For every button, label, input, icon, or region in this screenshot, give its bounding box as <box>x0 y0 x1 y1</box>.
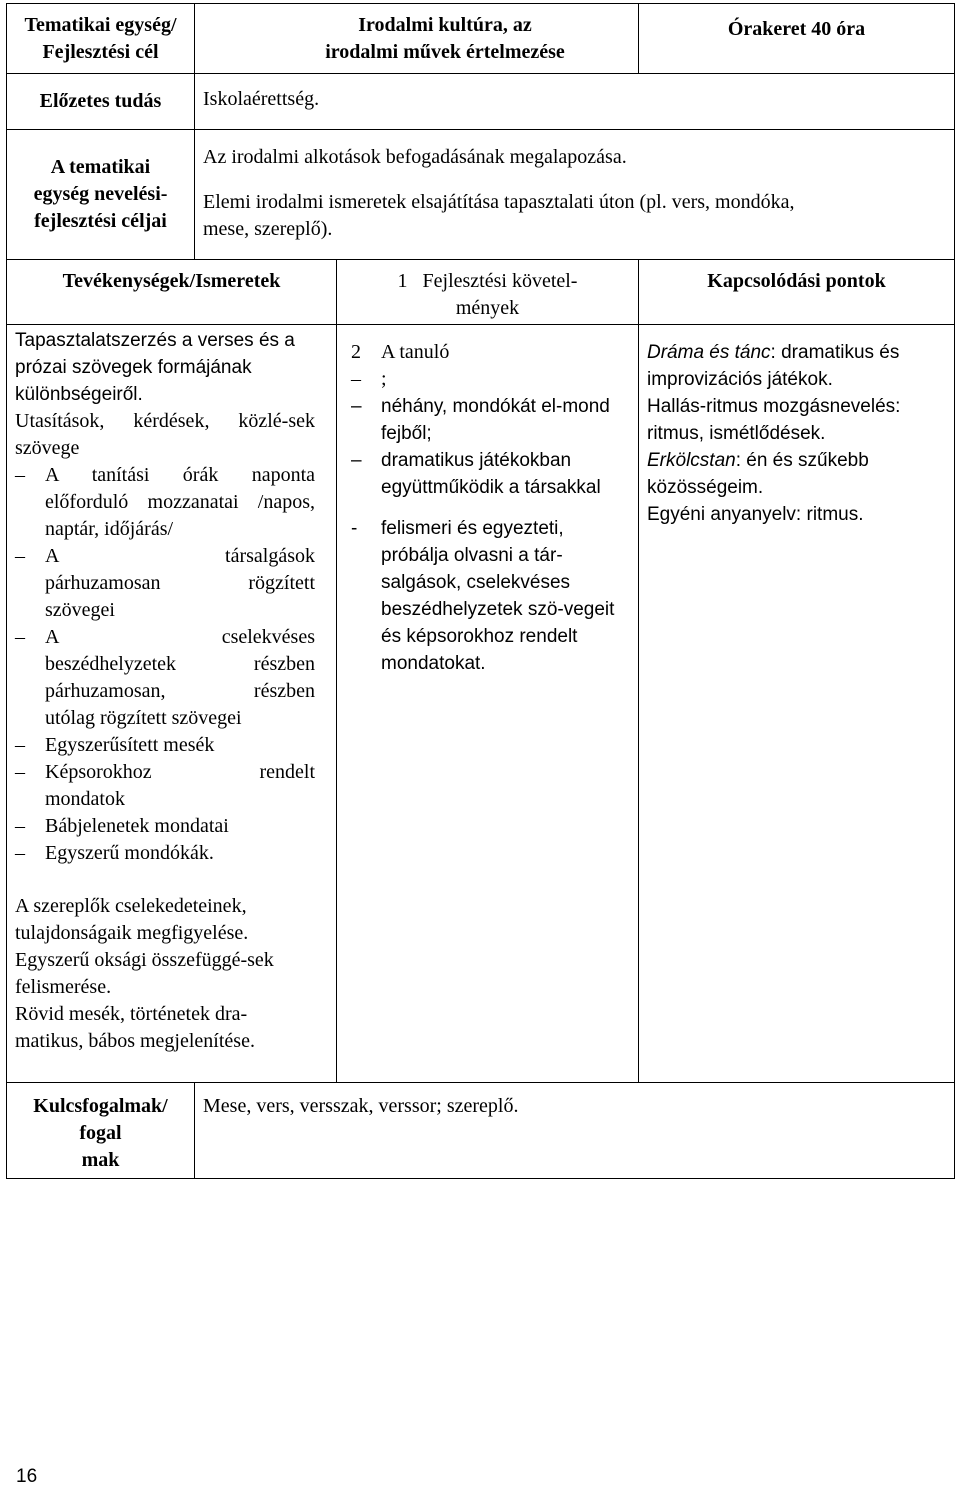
links-header: Kapcsolódási pontok <box>639 260 955 325</box>
link-ethics: Erkölcstan: én és szűkebb közösségeim. <box>647 450 869 498</box>
prior-knowledge-value: Iskolaérettség. <box>195 74 955 130</box>
keywords-row <box>7 1083 955 1179</box>
activity-paragraph: Egyszerű oksági összefüggé-sek felismerése. <box>15 949 274 998</box>
activity-item: – Bábjelenetek mondatai <box>15 815 229 837</box>
goals-text: Az irodalmi alkotások befogadásának megalapozása. Elemi irodalmi ismeretek elsajátítása tapasztalati úton (pl. vers, mondóka, mese, szereplő). <box>195 130 955 260</box>
prior-knowledge-row <box>7 74 955 130</box>
activity-item: – Egyszerű mondókák. <box>15 842 214 864</box>
activity-paragraph: Rövid mesék, történetek dra-matikus, bábos megjelenítése. <box>15 1003 255 1052</box>
goals-label: A tematikai egység nevelési- fejlesztési céljai <box>7 130 195 260</box>
keywords-label: Kulcsfogalmak/ fogal mak <box>7 1083 195 1179</box>
activity-item: – Egyszerűsített mesék <box>15 734 215 756</box>
header-row <box>7 4 955 74</box>
requirement-item: - felismeri és egyezteti, próbálja olvasni a tár-salgások, cselekvéses beszédhelyzetek szö-vegeit és képsorokhoz rendelt mondatokat. <box>351 518 615 674</box>
requirements-header: 1 Fejlesztési követel- mények <box>337 260 639 325</box>
activities-cell <box>7 325 337 1083</box>
activity-item: – A cselekvéses beszédhelyzetek részben párhuzamosan, részben utólag rögzített szövegei <box>15 626 315 729</box>
link-drama: Dráma és tánc: dramatikus és improvizációs játékok. <box>647 342 900 390</box>
requirement-item: – ; <box>351 368 387 390</box>
column-header-row <box>7 260 955 325</box>
requirements-cell <box>337 325 639 1083</box>
link-rhythm: Hallás-ritmus mozgásnevelés: ritmus, ismétlődések. <box>647 396 901 444</box>
links-cell <box>639 325 955 1083</box>
page-number: 16 <box>16 1466 38 1487</box>
activity-item: – Képsorokhoz rendelt mondatok <box>15 761 315 810</box>
link-native: Egyéni anyanyelv: ritmus. <box>647 504 864 525</box>
goals-row <box>7 130 955 260</box>
hours-frame: Órakeret 40 óra <box>639 4 955 74</box>
curriculum-table <box>6 3 955 1179</box>
activities-header: Tevékenységek/Ismeretek <box>7 260 337 325</box>
activity-item: – A társalgások párhuzamosan rögzített szövegei <box>15 545 315 621</box>
requirement-item: – dramatikus játékokban együttműködik a társakkal <box>351 450 601 498</box>
prior-knowledge-label: Előzetes tudás <box>7 74 195 130</box>
activity-paragraph: Utasítások, kérdések, közlé-sek szövege <box>15 410 315 459</box>
keywords-value: Mese, vers, versszak, verssor; szereplő. <box>195 1083 955 1179</box>
requirements-intro: 2 A tanuló <box>351 341 450 363</box>
activity-paragraph: Tapasztalatszerzés a verses és a prózai szövegek formájának különbségeiről. <box>15 330 295 405</box>
thematic-unit-label: Tematikai egység/ Fejlesztési cél <box>7 4 195 74</box>
unit-title: Irodalmi kultúra, az irodalmi művek értelmezése <box>195 4 639 74</box>
activity-item: – A tanítási órák naponta előforduló mozzanatai /napos, naptár, időjárás/ <box>15 464 315 540</box>
activity-paragraph: A szereplők cselekedeteinek, tulajdonságaik megfigyelése. <box>15 895 249 944</box>
requirement-item: – néhány, mondókát el-mond fejből; <box>351 396 610 444</box>
content-row <box>7 325 955 1083</box>
